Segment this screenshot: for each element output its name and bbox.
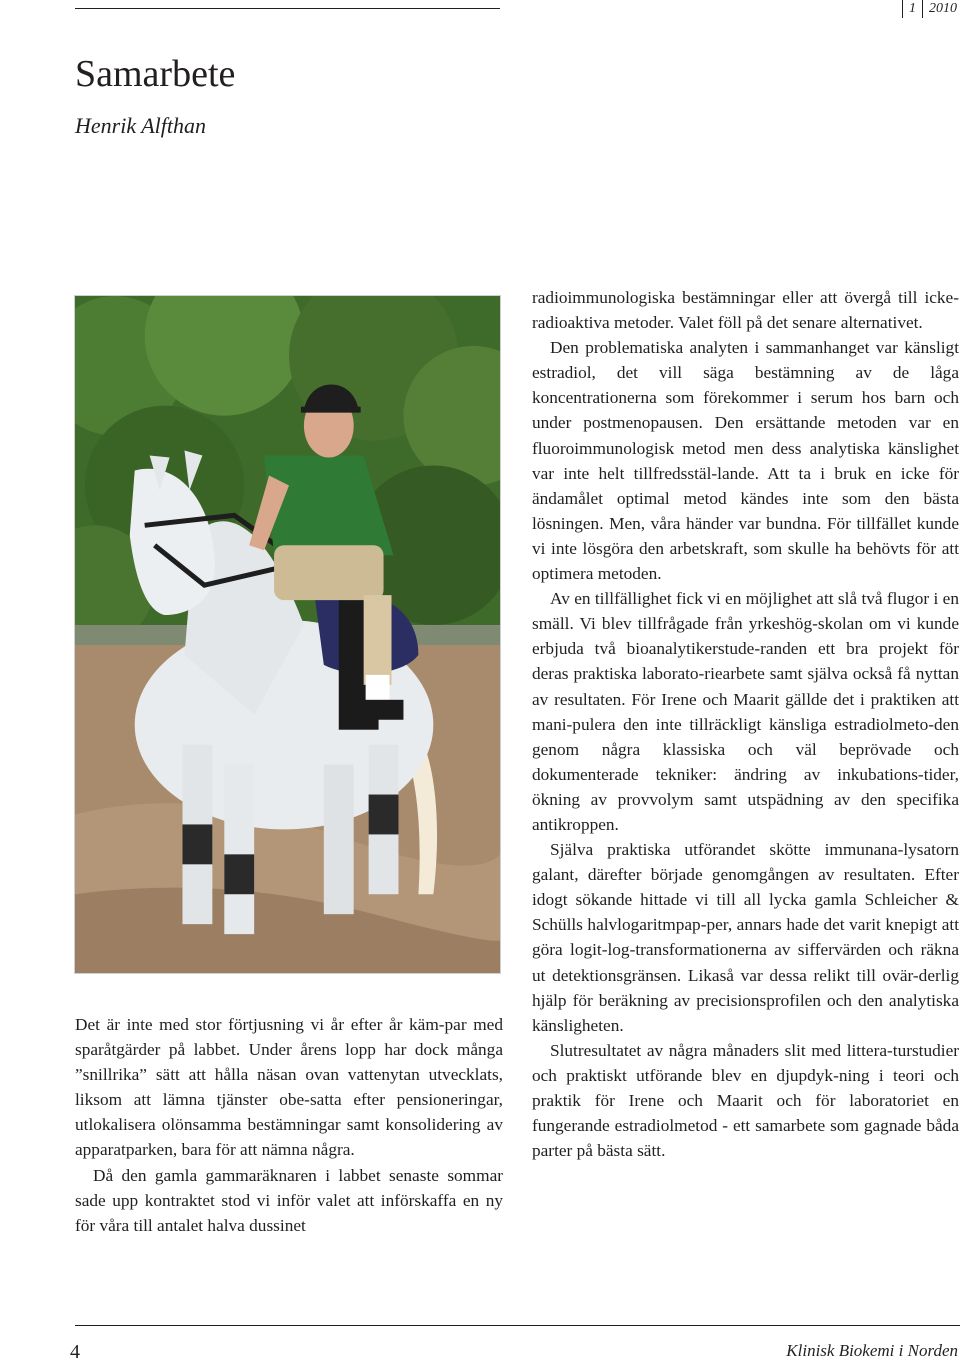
issue-year: 2010 [929, 1, 957, 16]
right-column [532, 285, 959, 1163]
issue-marker [896, 0, 957, 18]
article-photo [74, 295, 501, 974]
body-paragraph: Den problematiska analyten i sammanhanget var känsligt estradiol, det vill säga bestämning av de låga koncentrationerna som förekommer i serum hos barn och under postmenopausen. Den ersättande metoden var en fluoroimmunologisk metod men dess analytiska känslighet var inte helt tillfredsstäl-lande. Att ta i bruk en icke för ändamålet optimal metod kändes inte som den bästa lösningen. Men, våra händer var bundna. För tillfället kunde vi inte lösgöra den arbetskraft, som skulle ha behövts för att optimera metoden. [532, 338, 959, 584]
article-title: Samarbete [75, 53, 236, 95]
left-column [75, 1012, 503, 1238]
page-number: 4 [70, 1341, 80, 1363]
journal-name: Klinisk Biokemi i Norden [786, 1341, 958, 1360]
body-paragraph: Av en tillfällighet fick vi en möjlighet att slå två flugor i en smäll. Vi blev tillfrågade från yrkeshög-skolan om vi kunde erbjuda två bioanalytikerstude-randen ett bra projekt för deras praktiska laborato-riearbete samt själva också få nyttan av resultaten. För Irene och Maarit gällde det i praktiken att mani-pulera den inte tillräckligt känsliga estradiolmeto-den genom några klassiska och väl beprövade och dokumenterade tekniker: ändring av inkubations-tider, ökning av provvolym samt utspädning av den specifika antikroppen. [532, 589, 959, 834]
body-paragraph: Då den gamla gammaräknaren i labbet senaste sommar sade upp kontraktet stod vi inför valet att införskaffa en ny för våra till antalet halva dussinet [75, 1165, 503, 1235]
issue-number: 1 [909, 1, 916, 16]
header-rule [75, 8, 500, 9]
footer-rule [75, 1325, 960, 1326]
body-paragraph: Slutresultatet av några månaders slit med littera-turstudier och praktiskt utförande blev en djupdyk-ning i teori och praktik för Irene och Maarit och för laboratoriet en fungerande estradiolmetod - ett samarbete som gagnade båda parter på bästa sätt. [532, 1040, 959, 1161]
body-paragraph: Det är inte med stor förtjusning vi år efter år käm-par med sparåtgärder på labbet. Under årens lopp har dock många ”snillrika” sätt att hålla näsan ovan vattenytan utvecklats, liksom att lämna tjänster obe-satta efter pensioneringar, utlokalisera olönsamma bestämningar samt konsolidering av apparatparken, bara för att nämna några. [75, 1015, 503, 1160]
horse-rider-illustration [75, 296, 500, 973]
body-paragraph: Själva praktiska utförandet skötte immunana-lysatorn galant, därefter började genomgången av resultaten. Efter idogt sökande hittade vi till all lycka gamla Schleicher & Schülls halvlogaritmpap-per, annars hade det varit knepigt att göra logit-log-transformationerna av siffervärden och räkna ut detektionsgränsen. Likaså var dessa relikt till ovär-derlig hjälp för beräkning av precisionsprofilen och den analytiska känsligheten. [532, 840, 959, 1035]
article-author: Henrik Alfthan [75, 113, 206, 138]
issue-divider [922, 0, 923, 18]
body-paragraph: radioimmunologiska bestämningar eller att övergå till icke-radioaktiva metoder. Valet föll på det senare alternativet. [532, 288, 959, 333]
issue-divider [902, 0, 903, 18]
